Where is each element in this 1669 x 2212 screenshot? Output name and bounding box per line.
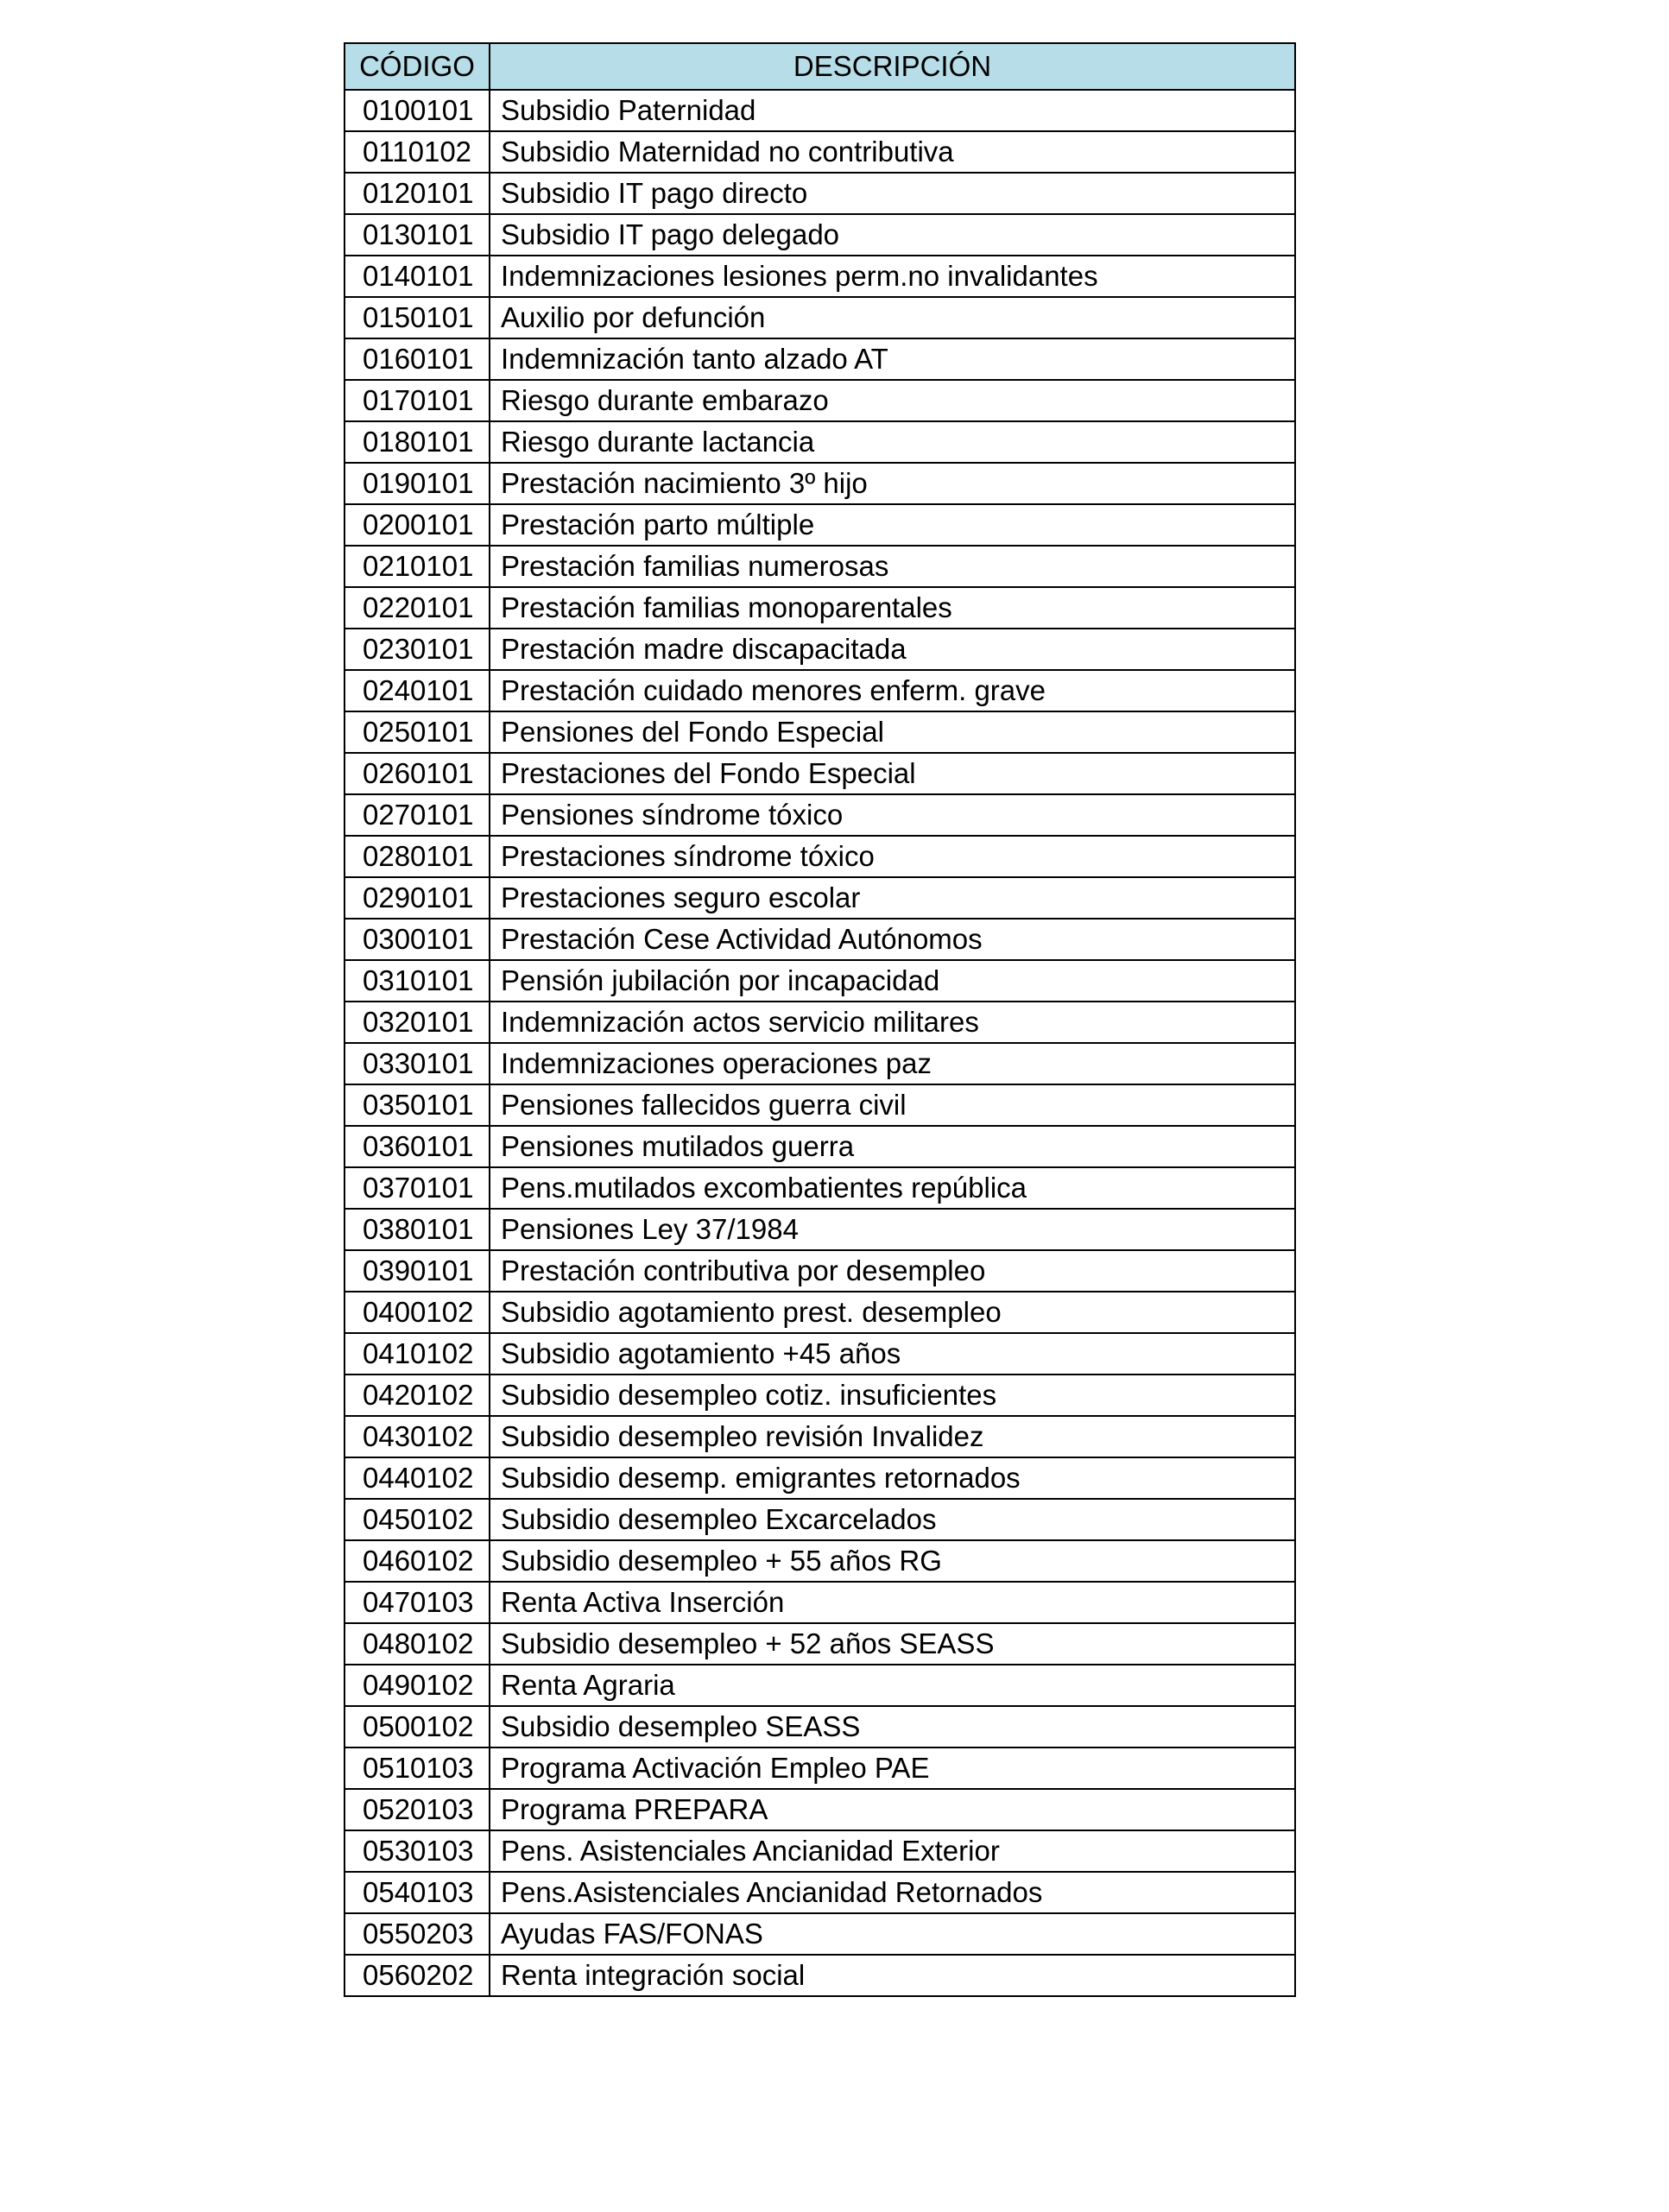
- cell-code: 0470103: [345, 1582, 490, 1623]
- cell-code: 0370101: [345, 1167, 490, 1209]
- cell-code: 0160101: [345, 338, 490, 380]
- table-row: [345, 504, 1295, 546]
- cell-description: Prestaciones del Fondo Especial: [490, 753, 1295, 794]
- table-row: [345, 1375, 1295, 1416]
- cell-description: Subsidio desemp. emigrantes retornados: [490, 1457, 1295, 1499]
- table-row: [345, 670, 1295, 711]
- table-row: [345, 380, 1295, 421]
- table-row: [345, 338, 1295, 380]
- code-table-sheet: [344, 42, 1294, 1997]
- cell-description: Pensión jubilación por incapacidad: [490, 960, 1295, 1002]
- table-row: [345, 1292, 1295, 1333]
- cell-code: 0560202: [345, 1955, 490, 1996]
- table-row: [345, 1333, 1295, 1375]
- cell-code: 0300101: [345, 919, 490, 960]
- table-row: [345, 1623, 1295, 1665]
- cell-description: Prestación familias numerosas: [490, 546, 1295, 587]
- table-row: [345, 1043, 1295, 1084]
- table-row: [345, 919, 1295, 960]
- cell-description: Auxilio por defunción: [490, 297, 1295, 338]
- cell-description: Pens.mutilados excombatientes república: [490, 1167, 1295, 1209]
- cell-description: Subsidio IT pago directo: [490, 173, 1295, 214]
- cell-code: 0320101: [345, 1002, 490, 1043]
- cell-description: Prestación contributiva por desempleo: [490, 1250, 1295, 1292]
- cell-description: Subsidio desempleo + 55 años RG: [490, 1540, 1295, 1582]
- cell-description: Prestación Cese Actividad Autónomos: [490, 919, 1295, 960]
- column-header-description: DESCRIPCIÓN: [490, 43, 1295, 90]
- cell-code: 0450102: [345, 1499, 490, 1540]
- cell-description: Subsidio Maternidad no contributiva: [490, 131, 1295, 173]
- table-row: [345, 90, 1295, 131]
- table-row: [345, 546, 1295, 587]
- cell-description: Subsidio Paternidad: [490, 90, 1295, 131]
- cell-description: Pens.Asistenciales Ancianidad Retornados: [490, 1872, 1295, 1913]
- cell-description: Subsidio IT pago delegado: [490, 214, 1295, 256]
- cell-code: 0550203: [345, 1913, 490, 1955]
- cell-description: Renta integración social: [490, 1955, 1295, 1996]
- cell-description: Subsidio agotamiento prest. desempleo: [490, 1292, 1295, 1333]
- table-row: [345, 1002, 1295, 1043]
- table-row: [345, 1084, 1295, 1126]
- cell-code: 0260101: [345, 753, 490, 794]
- table-row: [345, 1209, 1295, 1250]
- table-row: [345, 1665, 1295, 1706]
- table-row: [345, 131, 1295, 173]
- cell-code: 0100101: [345, 90, 490, 131]
- table-row: [345, 463, 1295, 504]
- cell-code: 0440102: [345, 1457, 490, 1499]
- cell-description: Indemnizaciones operaciones paz: [490, 1043, 1295, 1084]
- cell-description: Subsidio desempleo cotiz. insuficientes: [490, 1375, 1295, 1416]
- cell-description: Subsidio desempleo revisión Invalidez: [490, 1416, 1295, 1457]
- cell-description: Pensiones Ley 37/1984: [490, 1209, 1295, 1250]
- cell-description: Pensiones mutilados guerra: [490, 1126, 1295, 1167]
- table-row: [345, 960, 1295, 1002]
- cell-code: 0500102: [345, 1706, 490, 1747]
- cell-description: Prestación cuidado menores enferm. grave: [490, 670, 1295, 711]
- cell-code: 0400102: [345, 1292, 490, 1333]
- table-row: [345, 1582, 1295, 1623]
- cell-description: Riesgo durante lactancia: [490, 421, 1295, 463]
- table-row: [345, 1416, 1295, 1457]
- header-row: [345, 43, 1295, 90]
- cell-description: Ayudas FAS/FONAS: [490, 1913, 1295, 1955]
- cell-code: 0230101: [345, 629, 490, 670]
- cell-code: 0530103: [345, 1830, 490, 1872]
- cell-code: 0270101: [345, 794, 490, 836]
- cell-code: 0120101: [345, 173, 490, 214]
- cell-code: 0360101: [345, 1126, 490, 1167]
- cell-code: 0460102: [345, 1540, 490, 1582]
- table-row: [345, 587, 1295, 629]
- cell-code: 0210101: [345, 546, 490, 587]
- cell-code: 0110102: [345, 131, 490, 173]
- benefit-codes-table: [344, 42, 1296, 1997]
- cell-code: 0390101: [345, 1250, 490, 1292]
- cell-code: 0250101: [345, 711, 490, 753]
- cell-code: 0170101: [345, 380, 490, 421]
- cell-description: Indemnización tanto alzado AT: [490, 338, 1295, 380]
- cell-description: Pens. Asistenciales Ancianidad Exterior: [490, 1830, 1295, 1872]
- cell-code: 0430102: [345, 1416, 490, 1457]
- cell-description: Pensiones síndrome tóxico: [490, 794, 1295, 836]
- cell-code: 0380101: [345, 1209, 490, 1250]
- table-row: [345, 877, 1295, 919]
- cell-code: 0280101: [345, 836, 490, 877]
- cell-description: Renta Activa Inserción: [490, 1582, 1295, 1623]
- table-header: [345, 43, 1295, 90]
- cell-description: Pensiones fallecidos guerra civil: [490, 1084, 1295, 1126]
- cell-code: 0480102: [345, 1623, 490, 1665]
- cell-description: Prestación parto múltiple: [490, 504, 1295, 546]
- table-row: [345, 1747, 1295, 1789]
- cell-description: Prestación madre discapacitada: [490, 629, 1295, 670]
- table-row: [345, 1913, 1295, 1955]
- table-row: [345, 794, 1295, 836]
- table-row: [345, 214, 1295, 256]
- table-body: [345, 90, 1295, 1996]
- table-row: [345, 1706, 1295, 1747]
- cell-description: Prestaciones síndrome tóxico: [490, 836, 1295, 877]
- cell-code: 0490102: [345, 1665, 490, 1706]
- cell-description: Prestaciones seguro escolar: [490, 877, 1295, 919]
- table-row: [345, 1250, 1295, 1292]
- table-row: [345, 1955, 1295, 1996]
- cell-code: 0330101: [345, 1043, 490, 1084]
- cell-description: Renta Agraria: [490, 1665, 1295, 1706]
- cell-description: Prestación familias monoparentales: [490, 587, 1295, 629]
- table-row: [345, 1540, 1295, 1582]
- table-row: [345, 297, 1295, 338]
- cell-code: 0130101: [345, 214, 490, 256]
- cell-code: 0240101: [345, 670, 490, 711]
- table-row: [345, 1457, 1295, 1499]
- cell-description: Riesgo durante embarazo: [490, 380, 1295, 421]
- cell-code: 0140101: [345, 256, 490, 297]
- table-row: [345, 753, 1295, 794]
- cell-description: Programa Activación Empleo PAE: [490, 1747, 1295, 1789]
- table-row: [345, 1830, 1295, 1872]
- table-row: [345, 421, 1295, 463]
- cell-description: Indemnización actos servicio militares: [490, 1002, 1295, 1043]
- cell-description: Subsidio desempleo SEASS: [490, 1706, 1295, 1747]
- table-row: [345, 1167, 1295, 1209]
- cell-description: Programa PREPARA: [490, 1789, 1295, 1830]
- cell-code: 0180101: [345, 421, 490, 463]
- table-row: [345, 1499, 1295, 1540]
- table-row: [345, 1872, 1295, 1913]
- table-row: [345, 1126, 1295, 1167]
- cell-code: 0410102: [345, 1333, 490, 1375]
- table-row: [345, 1789, 1295, 1830]
- cell-code: 0310101: [345, 960, 490, 1002]
- cell-description: Subsidio desempleo Excarcelados: [490, 1499, 1295, 1540]
- cell-code: 0290101: [345, 877, 490, 919]
- cell-description: Pensiones del Fondo Especial: [490, 711, 1295, 753]
- table-row: [345, 836, 1295, 877]
- cell-description: Subsidio agotamiento +45 años: [490, 1333, 1295, 1375]
- cell-description: Subsidio desempleo + 52 años SEASS: [490, 1623, 1295, 1665]
- cell-code: 0220101: [345, 587, 490, 629]
- table-row: [345, 173, 1295, 214]
- cell-code: 0540103: [345, 1872, 490, 1913]
- cell-code: 0150101: [345, 297, 490, 338]
- cell-code: 0350101: [345, 1084, 490, 1126]
- table-row: [345, 711, 1295, 753]
- table-row: [345, 256, 1295, 297]
- cell-code: 0200101: [345, 504, 490, 546]
- cell-code: 0420102: [345, 1375, 490, 1416]
- column-header-code: CÓDIGO: [345, 43, 490, 90]
- cell-description: Prestación nacimiento 3º hijo: [490, 463, 1295, 504]
- cell-code: 0190101: [345, 463, 490, 504]
- cell-description: Indemnizaciones lesiones perm.no invalidantes: [490, 256, 1295, 297]
- cell-code: 0520103: [345, 1789, 490, 1830]
- table-row: [345, 629, 1295, 670]
- cell-code: 0510103: [345, 1747, 490, 1789]
